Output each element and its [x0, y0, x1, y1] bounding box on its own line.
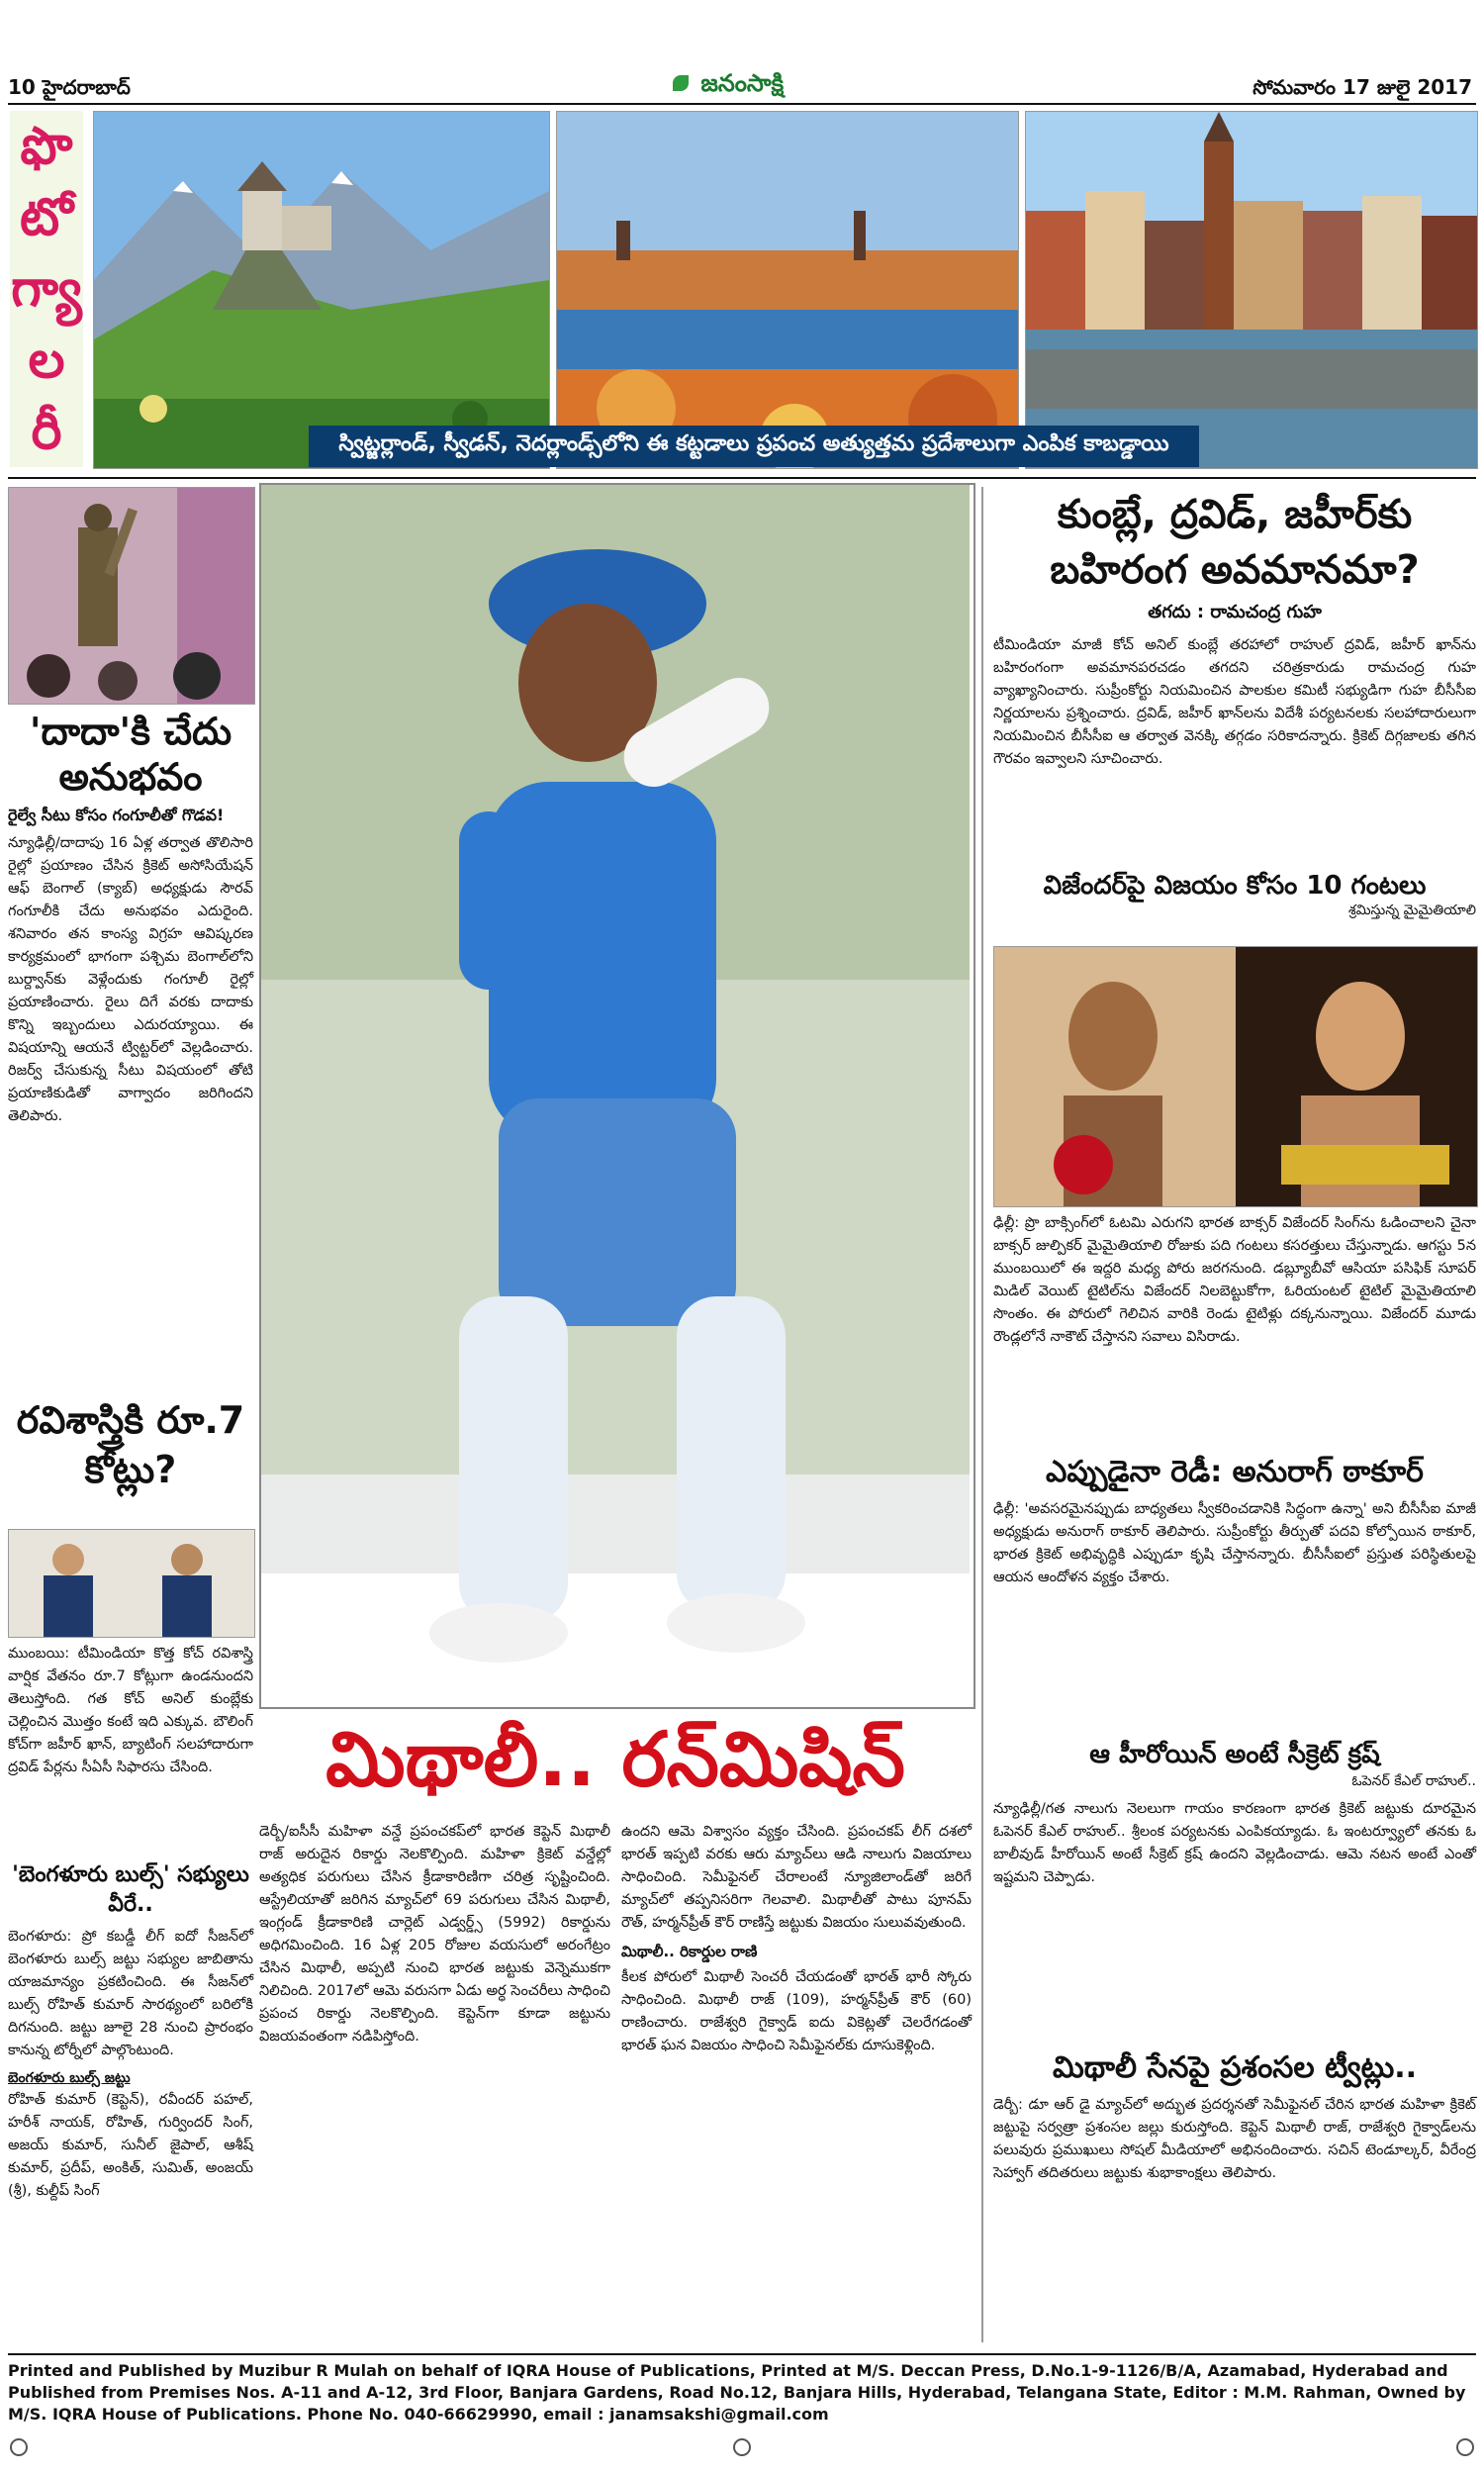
gallery-letter: రీ: [31, 402, 62, 461]
page-number-city: [8, 75, 131, 104]
page-number: 10: [8, 75, 36, 99]
netherlands-amsterdam-photo: [1025, 111, 1478, 469]
vijender-body: ఢిల్లీ: ప్రొ బాక్సింగ్‌లో ఓటమి ఎరుగని భారత బాక్సర్ విజేందర్ సింగ్‌ను ఓడించాలని చైనా బాక్సర్ జుల్పికర్ మైమైతియాలి రోజుకు పది గంటలు కసరత్తులు చేస్తున్నాడు. ఆగస్టు 5న ముంబయిలో ఈ ఇద్దరి మధ్య పోరు జరగనుంది. డబ్ల్యూబీవో ఆసియా పసిఫిక్ సూపర్ మిడిల్ వెయిట్ టైటిల్‌ను విజేందర్ నిలబెట్టుకోగా, ఓరియంటల్ టైటిల్ మైమైతియాలి సొంతం. ఈ పోరులో గెలిచిన వారికి రెండు టైటిళ్లు దక్కనున్నాయి. విజేందర్ మూడు రౌండ్లలోనే నాకౌట్ చేస్తానని సవాలు విసిరాడు.: [993, 1215, 1476, 1345]
kumble-story: [993, 487, 1476, 771]
mithali-raj-batting-photo: [261, 485, 970, 1703]
registration-mark-icon: [1456, 2438, 1474, 2456]
mithali-body-right-2: కీలక పోరులో మిథాలీ సెంచరీ చేయడంతో భారత్ భారీ స్కోరు సాధించింది. మిథాలీ రాజ్ (109), హర్మన్‌ప్రీత్ కౌర్ (60) రాణించారు. రాజేశ్వరి గైక్వాడ్ ఐదు వికెట్లతో చెలరేగడంతో భారత్ ఘన విజయం సాధించి సెమీఫైనల్‌కు దూసుకెళ్లింది.: [621, 1969, 972, 2053]
kumble-headline: కుంబ్లే, ద్రవిడ్, జహీర్‌కు బహిరంగ అవమానమా?: [1050, 492, 1420, 593]
gallery-letter: గ్యా: [11, 259, 82, 319]
tweets-story: [993, 2048, 1476, 2185]
bulls-list: రోహిత్ కుమార్ (కెప్టెన్), రవీందర్ పహల్, హరీశ్ నాయక్, రోహిత్, గుర్విందర్ సింగ్, అజయ్ కుమార్, సునీల్ జైపాల్, ఆశీష్ కుమార్, ప్రదీప్, అంకిత్, సుమిత్, అంజయ్ (శ్రీ), కుల్దీప్ సింగ్: [8, 2092, 253, 2199]
tweets-headline: మిథాలీ సేనపై ప్రశంసల ట్వీట్లు..: [1053, 2050, 1417, 2085]
mithali-body-right: ఉందని ఆమె విశ్వాసం వ్యక్తం చేసింది. ప్రపంచకప్ లీగ్ దశలో భారత్ ఇప్పటి వరకు ఆరు మ్యాచ్‌లు ఆడి నాలుగు విజయాలు సాధించింది. సెమీఫైనల్ చేరాలంటే న్యూజిలాండ్‌తో జరిగే మ్యాచ్‌లో తప్పనిసరిగా గెలవాలి. మిథాలీతో పాటు పూనమ్ రౌత్, హర్మన్‌ప్రీత్ కౌర్ రాణిస్తే జట్టుకు విజయం సులువవుతుంది.: [621, 1824, 972, 1931]
tweets-body: డెర్బీ: డూ ఆర్ డై మ్యాచ్‌లో అద్భుత ప్రదర్శనతో సెమీఫైనల్ చేరిన భారత మహిళా క్రికెట్ జట్టుపై సర్వత్రా ప్రశంసల జల్లు కురుస్తోంది. కెప్టెన్ మిథాలీ రాజ్, రాజేశ్వరి గైక్వాడ్‌లను పలువురు ప్రముఖులు సోషల్ మీడియాలో అభినందించారు. సచిన్ టెండూల్కర్, వీరేంద్ర సెహ్వాగ్ తదితరులు జట్టుకు శుభాకాంక్షలు తెలిపారు.: [993, 2097, 1476, 2181]
sweden-stockholm-photo: [556, 111, 1019, 469]
gallery-letter: టో: [20, 188, 73, 247]
city-label: హైదరాబాద్: [42, 75, 131, 99]
imprint-line: Printed and Published by Muzibur R Mulah on behalf of IQRA House of Publications, Printed at M/S. Deccan Press, D.No.1-9-1126/B/A, Azamabad, Hyderabad and Published from Premises Nos. A-11 and A-12, 3rd Floor, Banjara Gardens, Road No.12, Banjara Hills, Hyderabad, Telangana State, Editor : M.M. Rahman, Owned by M/S. IQRA House of Publications. Phone No. 040-66629990, email : janamsakshi@gmail.com: [8, 2361, 1466, 2424]
shastri-body: ముంబయి: టీమిండియా కొత్త కోచ్ రవిశాస్త్రి వార్షిక వేతనం రూ.7 కోట్లుగా ఉండనుందని తెలుస్తోంది. గత కోచ్ అనిల్ కుంబ్లేకు చెల్లించిన మొత్తం కంటే ఇది ఎక్కువ. బౌలింగ్ కోచ్‌గా జహీర్ ఖాన్, బ్యాటింగ్ సలహాదారుగా ద్రవిడ్ పేర్లను సీఏసీ సిఫారసు చేసింది.: [8, 1646, 253, 1775]
leaf-icon: [673, 75, 689, 91]
gallery-caption: స్విట్జర్లాండ్, స్వీడన్, నెదర్లాండ్స్‌లోని ఈ కట్టడాలు ప్రపంచ అత్యుత్తమ ప్రదేశాలుగా ఎంపిక కాబడ్డాయి: [309, 426, 1199, 467]
rahul-headline: ఆ హీరోయిన్ అంటే సీక్రెట్ క్రష్: [1089, 1740, 1380, 1769]
shastri-headline: రవిశాస్త్రికి రూ.7 కోట్లు?: [16, 1398, 245, 1491]
switzerland-castle-photo: [93, 111, 550, 469]
boxers-photo: [993, 946, 1478, 1207]
issue-date: సోమవారం 17 జులై 2017: [1252, 75, 1472, 99]
ganguly-statue-photo: [8, 487, 255, 705]
vijender-byline: శ్రమిస్తున్న మైమైతియాలి: [1348, 903, 1476, 918]
gallery-rule: [8, 477, 1476, 479]
anurag-body: ఢిల్లీ: 'అవసరమైనప్పుడు బాధ్యతలు స్వీకరించడానికి సిద్ధంగా ఉన్నా' అని బీసీసీఐ మాజీ అధ్యక్షుడు అనురాగ్ ఠాకూర్ తెలిపారు. సుప్రీంకోర్టు తీర్పుతో పదవి కోల్పోయిన ఠాకూర్, భారత క్రికెట్ అభివృద్ధికి ఎప్పుడూ కృషి చేస్తానన్నారు. బీసీసీఐలో ప్రస్తుత పరిస్థితులపై ఆయన ఆందోళన వ్యక్తం చేశారు.: [993, 1501, 1476, 1585]
bulls-body: బెంగళూరు: ప్రో కబడ్డీ లీగ్ ఐదో సీజన్‌లో బెంగళూరు బుల్స్ జట్టు సభ్యుల జాబితాను యాజమాన్యం ప్రకటించింది. ఈ సీజన్‌లో బుల్స్ రోహిత్ కుమార్ సారథ్యంలో బరిలోకి దిగనుంది. జట్టు జూలై 28 నుంచి ప్రారంభం కానున్న టోర్నీలో పాల్గొంటుంది.: [8, 1929, 253, 2058]
mithali-photo-frame: [259, 483, 975, 1709]
ganguly-story: [8, 709, 253, 1128]
gallery-letter: ఫొ: [20, 117, 73, 176]
ganguly-body: న్యూఢిల్లీ/దాదాపు 16 ఏళ్ల తర్వాత తొలిసారి రైల్లో ప్రయాణం చేసిన క్రికెట్ అసోసియేషన్ ఆఫ్ బెంగాల్ (క్యాబ్) అధ్యక్షుడు సౌరవ్ గంగూలీకి చేదు అనుభవం ఎదురైంది. శనివారం తన కాంస్య విగ్రహ ఆవిష్కరణ కార్యక్రమంలో భాగంగా పశ్చిమ బెంగాల్‌లోని బుర్ద్వాన్‌కు వెళ్లేందుకు గంగూలీ రైల్లో ప్రయాణించారు. రైలు దిగే వరకు దాదాకు కొన్ని ఇబ్బందులు ఎదురయ్యాయి. ఈ విషయాన్ని ఆయనే ట్విట్టర్‌లో వెల్లడించారు. రిజర్వ్ చేసుకున్న సీటు విషయంలో తోటి ప్రయాణికుడితో వాగ్వాదం జరిగిందని తెలిపారు.: [8, 835, 253, 1124]
mithali-subhead: మిథాలీ.. రికార్డుల రాణి: [621, 1943, 758, 1960]
bengaluru-bulls-story: [8, 1860, 253, 2203]
rahul-story: [993, 1738, 1476, 1889]
kumble-byline: తగదు : రామచంద్ర గుహ: [1148, 602, 1322, 622]
bulls-list-title: బెంగళూరు బుల్స్ జట్టు: [8, 2070, 131, 2086]
mithali-headline: మిథాలీ.. రన్‌మిషిన్: [325, 1715, 905, 1803]
registration-marks: [0, 2436, 1484, 2458]
footer-rule: [8, 2353, 1476, 2355]
brand-name: జనంసాక్షి: [700, 69, 785, 97]
gallery-letter: ల: [28, 331, 65, 390]
vijender-story: [993, 869, 1476, 927]
kohli-shastri-photo: [8, 1529, 255, 1638]
registration-mark-icon: [733, 2438, 751, 2456]
rahul-body: న్యూఢిల్లీ/గత నాలుగు నెలలుగా గాయం కారణంగా భారత క్రికెట్ జట్టుకు దూరమైన ఓపెనర్ కేఎల్ రాహుల్.. శ్రీలంక పర్యటనకు ఎంపికయ్యాడు. ఓ ఇంటర్వ్యూలో తనకు ఓ బాలీవుడ్ హీరోయిన్ అంటే సీక్రెట్ క్రష్ ఉందని వెల్లడించాడు. ఆమె నటన అంటే ఎంతో ఇష్టమని చెప్పాడు.: [993, 1801, 1476, 1885]
vijender-headline: విజేందర్‌పై విజయం కోసం 10 గంటలు: [1043, 871, 1427, 901]
ravi-shastri-story: [8, 1395, 253, 1494]
ganguly-subhead: రైల్వే సీటు కోసం గంగూలీతో గొడవ!: [8, 806, 225, 824]
mithali-body-left: డెర్బీ/ఐసీసీ మహిళా వన్డే ప్రపంచకప్‌లో భారత కెప్టెన్ మిథాలీ రాజ్ అరుదైన రికార్డు నెలకొల్పింది. మహిళా క్రికెట్ వన్డేల్లో అత్యధిక పరుగులు చేసిన క్రీడాకారిణిగా చరిత్ర సృష్టించింది. ఆస్ట్రేలియాతో జరిగిన మ్యాచ్‌లో 69 పరుగులు చేసిన మిథాలీ, ఇంగ్లండ్ క్రీడాకారిణి చార్లెట్ ఎడ్వర్డ్స్ (5992) రికార్డును అధిగమించింది. 16 ఏళ్ల 205 రోజుల వయసులో అరంగేట్రం చేసిన మిథాలీ, అప్పటి నుంచి భారత జట్టుకు వెన్నెముకగా నిలిచింది. 2017లో ఆమె వరుసగా ఏడు అర్ధ సెంచరీలు సాధించి ప్రపంచ రికార్డు నెలకొల్పింది. కెప్టెన్‌గా కూడా జట్టును విజయవంతంగా నడిపిస్తోంది.: [259, 1824, 610, 2045]
ganguly-headline: 'దాదా'కి చేదు అనుభవం: [29, 710, 232, 799]
kumble-body: టీమిండియా మాజీ కోచ్ అనిల్ కుంబ్లే తరహాలో రాహుల్ ద్రవిడ్, జహీర్ ఖాన్‌ను బహిరంగంగా అవమానపరచడం తగదని చరిత్రకారుడు రామచంద్ర గుహ వ్యాఖ్యానించారు. సుప్రీంకోర్టు నియమించిన పాలకుల కమిటీ సభ్యుడిగా గుహ బీసీసీఐ నిర్ణయాలను ప్రశ్నించారు. ద్రవిడ్, జహీర్ ఖాన్‌లను విదేశీ పర్యటనలకు సలహాదారులుగా నియమించిన బీసీసీఐ ఆ తర్వాత వెనక్కి తగ్గడం సరికాదన్నారు. క్రికెట్ దిగ్గజాలకు తగిన గౌరవం ఇవ్వాలని సూచించారు.: [993, 637, 1476, 767]
bulls-headline: 'బెంగళూరు బుల్స్' సభ్యులు వీరే..: [12, 1862, 249, 1917]
anurag-story: [993, 1453, 1476, 1589]
masthead-rule: [8, 103, 1476, 105]
registration-mark-icon: [10, 2438, 28, 2456]
mithali-right-text: [621, 1821, 972, 2057]
rahul-byline: ఓపెనర్ కేఎల్ రాహుల్..: [1351, 1773, 1476, 1789]
anurag-headline: ఎప్పుడైనా రెడీ: అనురాగ్ ఠాకూర్: [1046, 1455, 1424, 1489]
gallery-vertical-label: [10, 111, 83, 467]
brand-logo: [673, 69, 784, 103]
